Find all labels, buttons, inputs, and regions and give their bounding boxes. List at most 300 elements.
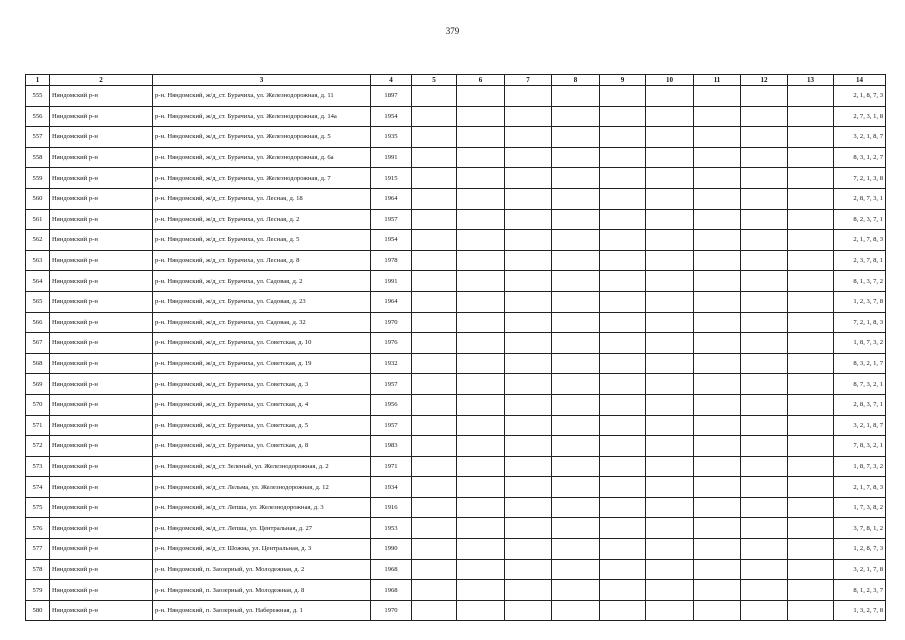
empty-cell-col-7	[505, 147, 552, 168]
year-cell: 1957	[371, 415, 412, 436]
empty-cell-col-11	[694, 312, 741, 333]
empty-cell-col-9	[600, 106, 646, 127]
empty-cell-col-10	[646, 580, 694, 601]
empty-cell-col-7	[505, 497, 552, 518]
code-cell: 3, 2, 1, 8, 7	[834, 127, 886, 148]
district-cell: Няндомский р-н	[50, 456, 153, 477]
empty-cell-col-10	[646, 394, 694, 415]
empty-cell-col-6	[457, 539, 505, 560]
empty-cell-col-13	[788, 147, 834, 168]
row-number: 569	[26, 374, 50, 395]
address-cell: р-н. Няндомский, ж/д_ст. Лепша, ул. Центральная, д. 27	[153, 518, 371, 539]
empty-cell-col-6	[457, 312, 505, 333]
empty-cell-col-11	[694, 600, 741, 621]
empty-cell-col-6	[457, 271, 505, 292]
empty-cell-col-5	[412, 333, 457, 354]
table-row	[26, 394, 886, 415]
empty-cell-col-13	[788, 106, 834, 127]
empty-cell-col-6	[457, 291, 505, 312]
empty-cell-col-10	[646, 456, 694, 477]
empty-cell-col-8	[552, 580, 600, 601]
year-cell: 1970	[371, 312, 412, 333]
table-row	[26, 333, 886, 354]
header-row	[26, 75, 886, 86]
empty-cell-col-10	[646, 436, 694, 457]
empty-cell-col-8	[552, 436, 600, 457]
empty-cell-col-13	[788, 291, 834, 312]
district-cell: Няндомский р-н	[50, 477, 153, 498]
empty-cell-col-6	[457, 497, 505, 518]
empty-cell-col-11	[694, 497, 741, 518]
table-row	[26, 127, 886, 148]
empty-cell-col-6	[457, 86, 505, 107]
empty-cell-col-11	[694, 539, 741, 560]
empty-cell-col-13	[788, 353, 834, 374]
row-number: 571	[26, 415, 50, 436]
empty-cell-col-7	[505, 477, 552, 498]
empty-cell-col-10	[646, 353, 694, 374]
row-number: 563	[26, 250, 50, 271]
empty-cell-col-5	[412, 559, 457, 580]
address-cell: р-н. Няндомский, ж/д_ст. Лельма, ул. Железнодорожная, д. 12	[153, 477, 371, 498]
table-row	[26, 539, 886, 560]
empty-cell-col-10	[646, 127, 694, 148]
code-cell: 2, 8, 7, 3, 1	[834, 188, 886, 209]
empty-cell-col-8	[552, 477, 600, 498]
empty-cell-col-5	[412, 127, 457, 148]
code-cell: 2, 1, 7, 8, 3	[834, 477, 886, 498]
empty-cell-col-8	[552, 127, 600, 148]
empty-cell-col-5	[412, 147, 457, 168]
empty-cell-col-11	[694, 518, 741, 539]
empty-cell-col-10	[646, 188, 694, 209]
empty-cell-col-13	[788, 497, 834, 518]
row-number: 556	[26, 106, 50, 127]
year-cell: 1954	[371, 106, 412, 127]
empty-cell-col-7	[505, 86, 552, 107]
address-cell: р-н. Няндомский, ж/д_ст. Бурачиха, ул. Лесная, д. 2	[153, 209, 371, 230]
row-number: 561	[26, 209, 50, 230]
address-cell: р-н. Няндомский, ж/д_ст. Бурачиха, ул. Лесная, д. 5	[153, 230, 371, 251]
empty-cell-col-13	[788, 250, 834, 271]
address-cell: р-н. Няндомский, ж/д_ст. Бурачиха, ул. Железнодорожная, д. 5	[153, 127, 371, 148]
column-header-9: 9	[600, 75, 646, 86]
empty-cell-col-13	[788, 559, 834, 580]
address-cell: р-н. Няндомский, ж/д_ст. Бурачиха, ул. Железнодорожная, д. 7	[153, 168, 371, 189]
table-row	[26, 250, 886, 271]
empty-cell-col-12	[741, 559, 788, 580]
empty-cell-col-11	[694, 271, 741, 292]
year-cell: 1934	[371, 477, 412, 498]
empty-cell-col-13	[788, 456, 834, 477]
empty-cell-col-6	[457, 127, 505, 148]
table-row	[26, 559, 886, 580]
code-cell: 7, 8, 3, 2, 1	[834, 436, 886, 457]
empty-cell-col-13	[788, 580, 834, 601]
address-cell: р-н. Няндомский, ж/д_ст. Бурачиха, ул. Лесная, д. 8	[153, 250, 371, 271]
code-cell: 2, 8, 3, 7, 1	[834, 394, 886, 415]
empty-cell-col-13	[788, 312, 834, 333]
code-cell: 8, 7, 3, 2, 1	[834, 374, 886, 395]
year-cell: 1971	[371, 456, 412, 477]
district-cell: Няндомский р-н	[50, 312, 153, 333]
empty-cell-col-13	[788, 600, 834, 621]
empty-cell-col-6	[457, 456, 505, 477]
empty-cell-col-5	[412, 518, 457, 539]
empty-cell-col-6	[457, 580, 505, 601]
empty-cell-col-10	[646, 147, 694, 168]
empty-cell-col-12	[741, 127, 788, 148]
empty-cell-col-9	[600, 147, 646, 168]
empty-cell-col-12	[741, 312, 788, 333]
year-cell: 1978	[371, 250, 412, 271]
empty-cell-col-7	[505, 394, 552, 415]
address-cell: р-н. Няндомский, п. Заозерный, ул. Набережная, д. 1	[153, 600, 371, 621]
row-number: 559	[26, 168, 50, 189]
empty-cell-col-7	[505, 559, 552, 580]
empty-cell-col-13	[788, 518, 834, 539]
empty-cell-col-11	[694, 456, 741, 477]
empty-cell-col-6	[457, 209, 505, 230]
empty-cell-col-6	[457, 436, 505, 457]
address-cell: р-н. Няндомский, п. Заозерный, ул. Молодежная, д. 8	[153, 580, 371, 601]
empty-cell-col-10	[646, 86, 694, 107]
empty-cell-col-7	[505, 353, 552, 374]
empty-cell-col-12	[741, 353, 788, 374]
row-number: 575	[26, 497, 50, 518]
table-row	[26, 436, 886, 457]
district-cell: Няндомский р-н	[50, 436, 153, 457]
row-number: 574	[26, 477, 50, 498]
empty-cell-col-10	[646, 312, 694, 333]
table-row	[26, 374, 886, 395]
empty-cell-col-5	[412, 539, 457, 560]
empty-cell-col-5	[412, 456, 457, 477]
empty-cell-col-12	[741, 250, 788, 271]
district-cell: Няндомский р-н	[50, 291, 153, 312]
year-cell: 1957	[371, 209, 412, 230]
address-cell: р-н. Няндомский, ж/д_ст. Лепша, ул. Железнодорожная, д. 3	[153, 497, 371, 518]
empty-cell-col-6	[457, 250, 505, 271]
year-cell: 1956	[371, 394, 412, 415]
row-number: 566	[26, 312, 50, 333]
empty-cell-col-10	[646, 333, 694, 354]
empty-cell-col-9	[600, 312, 646, 333]
row-number: 564	[26, 271, 50, 292]
empty-cell-col-10	[646, 271, 694, 292]
empty-cell-col-9	[600, 518, 646, 539]
empty-cell-col-7	[505, 374, 552, 395]
empty-cell-col-12	[741, 86, 788, 107]
district-cell: Няндомский р-н	[50, 497, 153, 518]
empty-cell-col-11	[694, 209, 741, 230]
district-cell: Няндомский р-н	[50, 559, 153, 580]
column-header-7: 7	[505, 75, 552, 86]
table-row	[26, 456, 886, 477]
empty-cell-col-7	[505, 106, 552, 127]
table-row	[26, 291, 886, 312]
district-cell: Няндомский р-н	[50, 600, 153, 621]
empty-cell-col-8	[552, 86, 600, 107]
empty-cell-col-9	[600, 230, 646, 251]
empty-cell-col-10	[646, 250, 694, 271]
empty-cell-col-13	[788, 86, 834, 107]
empty-cell-col-9	[600, 497, 646, 518]
empty-cell-col-5	[412, 394, 457, 415]
row-number: 558	[26, 147, 50, 168]
empty-cell-col-8	[552, 106, 600, 127]
code-cell: 7, 2, 1, 3, 8	[834, 168, 886, 189]
empty-cell-col-9	[600, 394, 646, 415]
address-cell: р-н. Няндомский, ж/д_ст. Бурачиха, ул. Советская, д. 8	[153, 436, 371, 457]
empty-cell-col-11	[694, 291, 741, 312]
empty-cell-col-5	[412, 188, 457, 209]
district-cell: Няндомский р-н	[50, 353, 153, 374]
empty-cell-col-13	[788, 394, 834, 415]
empty-cell-col-11	[694, 394, 741, 415]
empty-cell-col-10	[646, 539, 694, 560]
row-number: 570	[26, 394, 50, 415]
empty-cell-col-5	[412, 580, 457, 601]
year-cell: 1953	[371, 518, 412, 539]
empty-cell-col-11	[694, 250, 741, 271]
year-cell: 1957	[371, 374, 412, 395]
empty-cell-col-10	[646, 518, 694, 539]
code-cell: 2, 1, 7, 8, 3	[834, 230, 886, 251]
table-row	[26, 271, 886, 292]
column-header-14: 14	[834, 75, 886, 86]
district-cell: Няндомский р-н	[50, 86, 153, 107]
empty-cell-col-9	[600, 580, 646, 601]
empty-cell-col-6	[457, 518, 505, 539]
empty-cell-col-8	[552, 250, 600, 271]
table-row	[26, 497, 886, 518]
empty-cell-col-12	[741, 188, 788, 209]
empty-cell-col-5	[412, 477, 457, 498]
empty-cell-col-12	[741, 230, 788, 251]
column-header-3: 3	[153, 75, 371, 86]
district-cell: Няндомский р-н	[50, 415, 153, 436]
empty-cell-col-9	[600, 374, 646, 395]
empty-cell-col-13	[788, 374, 834, 395]
empty-cell-col-12	[741, 374, 788, 395]
district-cell: Няндомский р-н	[50, 209, 153, 230]
empty-cell-col-8	[552, 600, 600, 621]
empty-cell-col-6	[457, 333, 505, 354]
empty-cell-col-11	[694, 168, 741, 189]
empty-cell-col-7	[505, 415, 552, 436]
empty-cell-col-9	[600, 127, 646, 148]
empty-cell-col-6	[457, 477, 505, 498]
year-cell: 1935	[371, 127, 412, 148]
empty-cell-col-5	[412, 497, 457, 518]
column-header-5: 5	[412, 75, 457, 86]
empty-cell-col-9	[600, 415, 646, 436]
year-cell: 1916	[371, 497, 412, 518]
column-header-13: 13	[788, 75, 834, 86]
empty-cell-col-7	[505, 333, 552, 354]
empty-cell-col-7	[505, 600, 552, 621]
year-cell: 1991	[371, 147, 412, 168]
column-header-11: 11	[694, 75, 741, 86]
address-cell: р-н. Няндомский, ж/д_ст. Бурачиха, ул. Советская, д. 5	[153, 415, 371, 436]
empty-cell-col-12	[741, 518, 788, 539]
empty-cell-col-9	[600, 271, 646, 292]
code-cell: 8, 2, 3, 7, 1	[834, 209, 886, 230]
district-cell: Няндомский р-н	[50, 106, 153, 127]
empty-cell-col-9	[600, 250, 646, 271]
empty-cell-col-9	[600, 456, 646, 477]
empty-cell-col-11	[694, 415, 741, 436]
empty-cell-col-5	[412, 312, 457, 333]
empty-cell-col-11	[694, 353, 741, 374]
empty-cell-col-10	[646, 291, 694, 312]
empty-cell-col-12	[741, 456, 788, 477]
empty-cell-col-12	[741, 333, 788, 354]
empty-cell-col-8	[552, 291, 600, 312]
empty-cell-col-8	[552, 456, 600, 477]
empty-cell-col-11	[694, 559, 741, 580]
empty-cell-col-5	[412, 250, 457, 271]
district-cell: Няндомский р-н	[50, 518, 153, 539]
empty-cell-col-11	[694, 374, 741, 395]
empty-cell-col-12	[741, 394, 788, 415]
empty-cell-col-5	[412, 168, 457, 189]
empty-cell-col-9	[600, 539, 646, 560]
empty-cell-col-8	[552, 209, 600, 230]
row-number: 565	[26, 291, 50, 312]
district-cell: Няндомский р-н	[50, 333, 153, 354]
empty-cell-col-11	[694, 230, 741, 251]
empty-cell-col-6	[457, 147, 505, 168]
empty-cell-col-7	[505, 580, 552, 601]
address-cell: р-н. Няндомский, ж/д_ст. Бурачиха, ул. Садовая, д. 2	[153, 271, 371, 292]
empty-cell-col-12	[741, 497, 788, 518]
empty-cell-col-7	[505, 188, 552, 209]
empty-cell-col-11	[694, 86, 741, 107]
code-cell: 2, 1, 8, 7, 3	[834, 86, 886, 107]
empty-cell-col-11	[694, 106, 741, 127]
district-cell: Няндомский р-н	[50, 188, 153, 209]
column-header-4: 4	[371, 75, 412, 86]
empty-cell-col-11	[694, 188, 741, 209]
empty-cell-col-8	[552, 559, 600, 580]
address-cell: р-н. Няндомский, п. Заозерный, ул. Молодежная, д. 2	[153, 559, 371, 580]
empty-cell-col-6	[457, 168, 505, 189]
empty-cell-col-7	[505, 456, 552, 477]
empty-cell-col-9	[600, 477, 646, 498]
table-row	[26, 147, 886, 168]
year-cell: 1968	[371, 559, 412, 580]
empty-cell-col-7	[505, 127, 552, 148]
empty-cell-col-12	[741, 436, 788, 457]
year-cell: 1968	[371, 580, 412, 601]
empty-cell-col-13	[788, 415, 834, 436]
housing-table	[25, 74, 886, 621]
table-row	[26, 188, 886, 209]
empty-cell-col-13	[788, 333, 834, 354]
address-cell: р-н. Няндомский, ж/д_ст. Бурачиха, ул. Советская, д. 3	[153, 374, 371, 395]
column-header-12: 12	[741, 75, 788, 86]
empty-cell-col-8	[552, 497, 600, 518]
empty-cell-col-9	[600, 209, 646, 230]
empty-cell-col-12	[741, 600, 788, 621]
empty-cell-col-13	[788, 436, 834, 457]
address-cell: р-н. Няндомский, ж/д_ст. Бурачиха, ул. Советская, д. 4	[153, 394, 371, 415]
empty-cell-col-5	[412, 271, 457, 292]
empty-cell-col-11	[694, 580, 741, 601]
year-cell: 1932	[371, 353, 412, 374]
page-number: 379	[445, 26, 460, 36]
district-cell: Няндомский р-н	[50, 580, 153, 601]
row-number: 562	[26, 230, 50, 251]
row-number: 577	[26, 539, 50, 560]
address-cell: р-н. Няндомский, ж/д_ст. Бурачиха, ул. Железнодорожная, д. 14а	[153, 106, 371, 127]
empty-cell-col-8	[552, 147, 600, 168]
empty-cell-col-7	[505, 271, 552, 292]
empty-cell-col-13	[788, 477, 834, 498]
district-cell: Няндомский р-н	[50, 127, 153, 148]
empty-cell-col-7	[505, 518, 552, 539]
empty-cell-col-13	[788, 209, 834, 230]
district-cell: Няндомский р-н	[50, 230, 153, 251]
empty-cell-col-6	[457, 353, 505, 374]
empty-cell-col-12	[741, 580, 788, 601]
table-row	[26, 580, 886, 601]
empty-cell-col-13	[788, 188, 834, 209]
empty-cell-col-13	[788, 271, 834, 292]
empty-cell-col-8	[552, 539, 600, 560]
year-cell: 1976	[371, 333, 412, 354]
code-cell: 1, 2, 3, 7, 8	[834, 291, 886, 312]
code-cell: 1, 7, 3, 8, 2	[834, 497, 886, 518]
empty-cell-col-12	[741, 209, 788, 230]
row-number: 576	[26, 518, 50, 539]
empty-cell-col-8	[552, 333, 600, 354]
empty-cell-col-11	[694, 127, 741, 148]
empty-cell-col-7	[505, 209, 552, 230]
empty-cell-col-12	[741, 291, 788, 312]
empty-cell-col-5	[412, 291, 457, 312]
empty-cell-col-13	[788, 539, 834, 560]
district-cell: Няндомский р-н	[50, 374, 153, 395]
empty-cell-col-5	[412, 415, 457, 436]
column-header-10: 10	[646, 75, 694, 86]
address-cell: р-н. Няндомский, ж/д_ст. Бурачиха, ул. Садовая, д. 32	[153, 312, 371, 333]
empty-cell-col-12	[741, 147, 788, 168]
code-cell: 7, 2, 1, 8, 3	[834, 312, 886, 333]
empty-cell-col-12	[741, 168, 788, 189]
table-row	[26, 86, 886, 107]
empty-cell-col-12	[741, 477, 788, 498]
address-cell: р-н. Няндомский, ж/д_ст. Бурачиха, ул. Лесная, д. 18	[153, 188, 371, 209]
table-row	[26, 518, 886, 539]
empty-cell-col-6	[457, 230, 505, 251]
empty-cell-col-6	[457, 559, 505, 580]
empty-cell-col-10	[646, 374, 694, 395]
empty-cell-col-6	[457, 106, 505, 127]
table-row	[26, 600, 886, 621]
year-cell: 1990	[371, 539, 412, 560]
code-cell: 8, 3, 2, 1, 7	[834, 353, 886, 374]
code-cell: 2, 3, 7, 8, 1	[834, 250, 886, 271]
empty-cell-col-5	[412, 436, 457, 457]
empty-cell-col-8	[552, 394, 600, 415]
code-cell: 8, 1, 3, 7, 2	[834, 271, 886, 292]
empty-cell-col-10	[646, 106, 694, 127]
empty-cell-col-5	[412, 353, 457, 374]
row-number: 573	[26, 456, 50, 477]
